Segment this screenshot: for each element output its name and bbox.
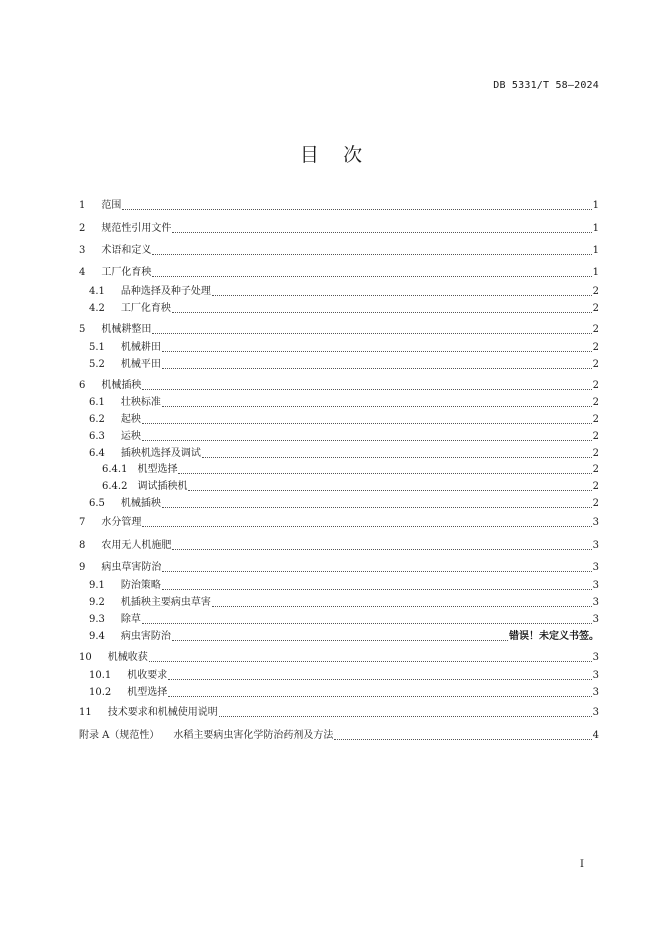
toc-leader-dots [162,358,592,369]
toc-leader-dots [202,447,592,458]
toc-entry-page: 2 [592,359,599,370]
toc-entry-page: 4 [592,730,599,741]
toc-entry-page: 2 [592,481,599,492]
toc-leader-dots [142,379,591,390]
toc-entry-number: 10.1 [89,670,112,681]
toc-entry-page: 3 [592,614,599,625]
toc-entry-title: 工厂化育秧 [101,267,152,278]
toc-entry-page: 2 [592,380,599,391]
toc-entry-title: 调试插秧机 [137,481,188,492]
toc-entry-page: 3 [592,562,599,573]
toc-leader-dots [142,430,592,441]
toc-entry-title: 规范性引用文件 [101,223,172,234]
toc-leader-dots [212,285,592,296]
toc-entry-number: 3 [79,245,86,256]
toc-entry-number: 6.5 [89,498,105,509]
toc-leader-dots [149,651,592,662]
toc-entry-number: 6.1 [89,397,105,408]
toc-entry[interactable] [89,396,599,410]
toc-entry-number: 10 [79,652,92,663]
toc-leader-dots [219,706,592,717]
toc-leader-dots [162,396,592,407]
toc-leader-dots [168,686,591,697]
toc-entry[interactable] [89,358,599,372]
toc-entry-number: 11 [79,707,92,718]
toc-entry-number: 6.4.2 [102,481,128,492]
toc-leader-dots [142,613,592,624]
toc-leader-dots [152,323,591,334]
toc-entry-page: 错误！未定义书签。 [509,631,599,642]
toc-entry-number: 8 [79,540,86,551]
toc-entry-title: 机插秧主要病虫草害 [120,597,211,608]
footer-page-number: I [580,859,584,870]
toc-entry[interactable] [89,341,599,355]
toc-entry-page: 2 [592,431,599,442]
toc-entry-number: 10.2 [89,687,112,698]
toc-entry-number: 1 [79,200,86,211]
toc-entry-title: 范围 [101,200,122,211]
toc-entry-number: 4 [79,267,86,278]
toc-entry-page: 3 [592,707,599,718]
toc-entry[interactable] [79,222,599,236]
toc-entry-title: 起秧 [120,414,141,425]
document-code: DB 5331/T 58—2024 [493,80,599,91]
toc-entry-title: 插秧机选择及调试 [120,448,201,459]
toc-leader-dots [334,729,591,740]
toc-entry-title: 品种选择及种子处理 [120,286,211,297]
toc-entry-number: 5 [79,324,86,335]
toc-entry-page: 1 [592,267,599,278]
toc-leader-dots [162,561,591,572]
toc-entry[interactable] [89,596,599,610]
toc-entry-title: 机型选择 [137,464,178,475]
toc-entry-number: 9 [79,562,86,573]
toc-entry[interactable] [79,539,599,553]
toc-leader-dots [142,516,591,527]
toc-entry-title: 技术要求和机械使用说明 [107,707,218,718]
toc-entry[interactable] [89,630,599,644]
toc-entry[interactable] [89,579,599,593]
toc-entry-page: 3 [592,652,599,663]
toc-entry-number: 4.1 [89,286,105,297]
toc-entry[interactable] [89,302,599,316]
toc-entry-title: 工厂化育秧 [120,303,171,314]
toc-entry[interactable] [79,244,599,258]
toc-entry-number: 6.2 [89,414,105,425]
toc-entry[interactable] [89,285,599,299]
toc-entry[interactable] [89,686,599,700]
toc-entry-page: 2 [592,397,599,408]
toc-entry-title: 机收要求 [127,670,168,681]
toc-entry-number: 6.3 [89,431,105,442]
toc-entry-page: 2 [592,342,599,353]
toc-entry-page: 3 [592,597,599,608]
toc-entry-page: 3 [592,540,599,551]
toc-entry-number: 6.4.1 [102,464,128,475]
toc-entry-page: 2 [592,448,599,459]
toc-entry[interactable] [89,447,599,461]
toc-entry-title: 机型选择 [127,687,168,698]
toc-entry[interactable] [89,430,599,444]
toc-entry-title: 机械耕整田 [101,324,152,335]
toc-entry-page: 3 [592,580,599,591]
toc-entry[interactable] [79,323,599,337]
toc-entry-title: 机械收获 [107,652,148,663]
toc-leader-dots [168,669,591,680]
toc-entry-page: 1 [592,223,599,234]
toc-entry[interactable] [89,497,599,511]
toc-entry-number: 4.2 [89,303,105,314]
toc-entry-number: 附录 A（规范性） [79,730,160,741]
toc-leader-dots [172,630,508,641]
toc-leader-dots [212,596,592,607]
toc-entry[interactable] [79,199,599,213]
toc-entry-title: 机械平田 [120,359,161,370]
toc-entry-number: 9.4 [89,631,105,642]
toc-entry-page: 2 [592,464,599,475]
toc-entry-page: 3 [592,687,599,698]
toc-leader-dots [122,199,591,210]
toc-entry-title: 病虫草害防治 [101,562,162,573]
toc-entry-number: 9.2 [89,597,105,608]
toc-entry-number: 9.1 [89,580,105,591]
toc-entry-page: 1 [592,245,599,256]
toc-entry-title: 机械耕田 [120,342,161,353]
toc-entry-number: 5.2 [89,359,105,370]
toc-leader-dots [162,341,592,352]
toc-entry[interactable] [102,480,599,494]
toc-entry-page: 2 [592,286,599,297]
toc-entry[interactable] [89,669,599,683]
toc-entry-title: 除草 [120,614,141,625]
toc-leader-dots [188,480,591,491]
toc-leader-dots [178,463,591,474]
toc-entry-title: 病虫害防治 [120,631,171,642]
toc-entry[interactable] [79,379,599,393]
toc-entry-number: 2 [79,223,86,234]
toc-entry-title: 农用无人机施肥 [101,540,172,551]
toc-entry-page: 3 [592,517,599,528]
toc-leader-dots [162,497,592,508]
toc-entry-number: 7 [79,517,86,528]
toc-entry[interactable] [79,729,599,743]
toc-entry-number: 9.3 [89,614,105,625]
toc-entry-title: 水分管理 [101,517,142,528]
toc-entry-page: 3 [592,670,599,681]
toc-entry-page: 2 [592,498,599,509]
toc-entry-title: 壮秧标准 [120,397,161,408]
toc-entry[interactable] [79,706,599,720]
toc-entry-page: 2 [592,324,599,335]
toc-leader-dots [172,222,591,233]
toc-leader-dots [172,302,592,313]
toc-entry[interactable] [89,613,599,627]
toc-entry-title: 机械插秧 [120,498,161,509]
toc-entry-page: 2 [592,414,599,425]
toc-entry[interactable] [79,651,599,665]
toc-entry[interactable] [89,413,599,427]
toc-entry-page: 1 [592,200,599,211]
toc-entry-title: 防治策略 [120,580,161,591]
toc-entry[interactable] [79,266,599,280]
toc-leader-dots [152,244,591,255]
toc-leader-dots [172,539,591,550]
toc-leader-dots [152,266,591,277]
toc-leader-dots [162,579,592,590]
page-title: 目 次 [299,144,363,166]
toc-entry-title: 机械插秧 [101,380,142,391]
toc-leader-dots [142,413,592,424]
toc-entry-page: 2 [592,303,599,314]
toc-entry-number: 6 [79,380,86,391]
toc-entry-number: 5.1 [89,342,105,353]
toc-entry-number: 6.4 [89,448,105,459]
toc-entry-title: 水稻主要病虫害化学防治药剂及方法 [173,730,334,741]
toc-entry-title: 运秧 [120,431,141,442]
toc-entry[interactable] [79,561,599,575]
toc-entry-title: 术语和定义 [101,245,152,256]
toc-entry[interactable] [79,516,599,530]
toc-entry[interactable] [102,463,599,477]
